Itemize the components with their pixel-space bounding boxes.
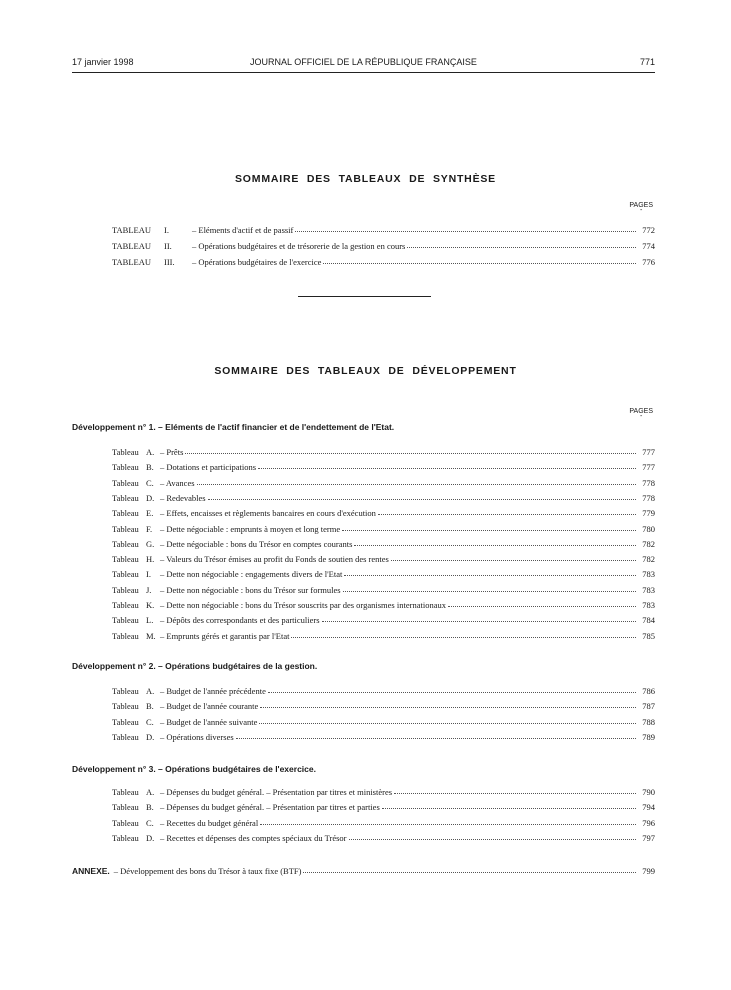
toc-row — [112, 241, 655, 251]
toc-row — [112, 493, 655, 503]
section-heading-2: Développement n° 2. – Opérations budgétaires de la gestion. — [72, 661, 318, 671]
toc-text: – Opérations budgétaires de l'exercice — [192, 257, 322, 267]
developpement-pages-label — [629, 408, 653, 419]
leader-dots — [291, 637, 636, 638]
toc-label: Tableau — [112, 492, 139, 503]
toc-row — [112, 600, 655, 610]
toc-letter: A. — [146, 447, 155, 457]
header-rule — [72, 72, 655, 73]
toc-page: 783 — [642, 569, 655, 580]
leader-dots — [259, 723, 636, 724]
toc-row — [112, 447, 655, 457]
toc-letter: II. — [164, 241, 172, 251]
toc-row — [112, 802, 655, 812]
leader-dots — [382, 808, 636, 809]
toc-letter: H. — [146, 554, 155, 565]
toc-label: Tableau — [112, 538, 139, 549]
leader-dots — [268, 692, 636, 693]
toc-page: 777 — [642, 447, 655, 457]
toc-text: – Recettes du budget général — [160, 817, 259, 828]
toc-row — [112, 732, 655, 742]
toc-letter: E. — [146, 508, 154, 519]
pages-label-dash: - — [640, 413, 643, 420]
toc-label: TABLEAU — [112, 257, 151, 267]
toc-label: Tableau — [112, 477, 139, 488]
toc-page: 782 — [642, 538, 655, 549]
toc-text: – Budget de l'année précédente — [160, 686, 266, 696]
leader-dots — [343, 591, 636, 592]
toc-label: Tableau — [112, 615, 139, 626]
toc-page: 778 — [642, 477, 655, 488]
leader-dots — [391, 560, 636, 561]
toc-page: 785 — [642, 630, 655, 641]
leader-dots — [407, 247, 636, 248]
toc-letter: I. — [146, 569, 151, 580]
toc-page: 784 — [642, 615, 655, 626]
leader-dots — [448, 606, 636, 607]
toc-page: 782 — [642, 554, 655, 565]
toc-letter: A. — [146, 686, 155, 696]
toc-label: Tableau — [112, 569, 139, 580]
toc-text: – Dépôts des correspondants et des particuliers — [160, 615, 320, 626]
toc-text: – Budget de l'année suivante — [160, 716, 258, 727]
toc-text: – Dette non négociable : bons du Trésor souscrits par des organismes internationaux — [160, 600, 446, 610]
toc-text: – Opérations budgétaires et de trésorerie de la gestion en cours — [192, 241, 406, 251]
pages-label-text: PAGES — [629, 202, 653, 209]
toc-row — [112, 524, 655, 534]
toc-letter: I. — [164, 225, 169, 235]
annexe-page: 799 — [642, 866, 655, 876]
toc-page: 787 — [642, 701, 655, 712]
toc-label: Tableau — [112, 447, 139, 457]
toc-letter: K. — [146, 600, 155, 610]
toc-page: 780 — [642, 523, 655, 534]
toc-row — [112, 631, 655, 641]
toc-text: – Valeurs du Trésor émises au profit du Fonds de soutien des rentes — [160, 554, 389, 565]
toc-row — [112, 818, 655, 828]
annexe-row — [72, 866, 655, 876]
toc-letter: C. — [146, 817, 154, 828]
toc-page: 797 — [642, 832, 655, 843]
toc-letter: C. — [146, 477, 154, 488]
toc-page: 772 — [642, 225, 655, 235]
toc-label: Tableau — [112, 817, 139, 828]
leader-dots — [258, 468, 636, 469]
toc-text: – Dette non négociable : engagements divers de l'Etat — [160, 569, 343, 580]
leader-dots — [354, 545, 636, 546]
leader-dots — [208, 499, 636, 500]
header-page-number: 771 — [639, 57, 655, 67]
pages-label-text: PAGES — [629, 408, 653, 415]
toc-text: – Opérations diverses — [160, 731, 234, 742]
toc-text: – Redevables — [160, 492, 206, 503]
toc-page: 783 — [642, 600, 655, 610]
toc-letter: D. — [146, 731, 155, 742]
section-heading-3: Développement n° 3. – Opérations budgétaires de l'exercice. — [72, 764, 316, 774]
toc-row — [112, 257, 655, 267]
toc-text: – Dotations et participations — [160, 462, 257, 473]
toc-text: – Avances — [160, 477, 195, 488]
toc-letter: A. — [146, 787, 155, 797]
toc-page: 796 — [642, 817, 655, 828]
toc-page: 794 — [642, 802, 655, 813]
annexe-label: ANNEXE. — [72, 866, 110, 876]
toc-text: – Budget de l'année courante — [160, 701, 259, 712]
toc-text: – Dette négociable : bons du Trésor en comptes courants — [160, 538, 353, 549]
toc-label: Tableau — [112, 701, 139, 712]
toc-label: Tableau — [112, 686, 139, 696]
leader-dots — [185, 453, 636, 454]
header-journal-title: JOURNAL OFFICIEL DE LA RÉPUBLIQUE FRANÇAISE — [250, 57, 477, 67]
leader-dots — [236, 738, 636, 739]
toc-page: 779 — [642, 508, 655, 519]
toc-label: Tableau — [112, 508, 139, 519]
toc-row — [112, 225, 655, 235]
toc-row — [112, 539, 655, 549]
toc-letter: F. — [146, 523, 153, 534]
toc-text: – Eléments d'actif et de passif — [192, 225, 294, 235]
leader-dots — [303, 872, 636, 873]
leader-dots — [322, 621, 636, 622]
toc-label: Tableau — [112, 630, 139, 641]
toc-row — [112, 701, 655, 711]
leader-dots — [394, 793, 636, 794]
toc-row — [112, 717, 655, 727]
toc-row — [112, 569, 655, 579]
toc-text: – Recettes et dépenses des comptes spéciaux du Trésor — [160, 832, 347, 843]
toc-page: 783 — [642, 584, 655, 595]
toc-letter: G. — [146, 538, 155, 549]
toc-row — [112, 787, 655, 797]
section-heading-1: Développement n° 1. – Eléments de l'actif financier et de l'endettement de l'Etat. — [72, 422, 395, 432]
toc-label: Tableau — [112, 716, 139, 727]
toc-letter: B. — [146, 802, 154, 813]
toc-page: 778 — [642, 492, 655, 503]
toc-letter: M. — [146, 630, 156, 641]
toc-label: TABLEAU — [112, 225, 151, 235]
toc-label: Tableau — [112, 584, 139, 595]
toc-row — [112, 478, 655, 488]
toc-letter: III. — [164, 257, 175, 267]
toc-label: Tableau — [112, 802, 139, 813]
toc-text: – Dette non négociable : bons du Trésor sur formules — [160, 584, 341, 595]
toc-page: 788 — [642, 716, 655, 727]
page-header — [72, 57, 655, 71]
leader-dots — [260, 824, 636, 825]
toc-row — [112, 833, 655, 843]
toc-text: – Prêts — [160, 447, 184, 457]
toc-label: Tableau — [112, 600, 139, 610]
toc-row — [112, 585, 655, 595]
toc-label: Tableau — [112, 523, 139, 534]
leader-dots — [323, 263, 636, 264]
toc-page: 777 — [642, 462, 655, 473]
leader-dots — [295, 231, 636, 232]
toc-page: 786 — [642, 686, 655, 696]
leader-dots — [197, 484, 636, 485]
annexe-text: – Développement des bons du Trésor à taux fixe (BTF) — [113, 866, 302, 876]
toc-page: 789 — [642, 731, 655, 742]
toc-letter: D. — [146, 492, 155, 503]
toc-page: 774 — [642, 241, 655, 251]
synthese-title: SOMMAIRE DES TABLEAUX DE SYNTHÈSE — [235, 173, 496, 185]
header-date: 17 janvier 1998 — [72, 57, 134, 67]
leader-dots — [349, 839, 637, 840]
toc-row — [112, 615, 655, 625]
toc-row — [112, 686, 655, 696]
toc-label: Tableau — [112, 731, 139, 742]
toc-page: 776 — [642, 257, 655, 267]
leader-dots — [342, 530, 636, 531]
developpement-title: SOMMAIRE DES TABLEAUX DE DÉVELOPPEMENT — [214, 365, 517, 377]
toc-text: – Emprunts gérés et garantis par l'Etat — [160, 630, 290, 641]
toc-letter: B. — [146, 462, 154, 473]
toc-label: Tableau — [112, 832, 139, 843]
toc-label: Tableau — [112, 554, 139, 565]
toc-text: – Dette négociable : emprunts à moyen et long terme — [160, 523, 341, 534]
leader-dots — [260, 707, 636, 708]
leader-dots — [378, 514, 636, 515]
toc-row — [112, 508, 655, 518]
toc-label: Tableau — [112, 787, 139, 797]
toc-row — [112, 462, 655, 472]
toc-label: TABLEAU — [112, 241, 151, 251]
toc-page: 790 — [642, 787, 655, 797]
toc-text: – Dépenses du budget général. – Présentation par titres et parties — [160, 802, 380, 813]
toc-label: Tableau — [112, 462, 139, 473]
leader-dots — [344, 575, 636, 576]
toc-letter: L. — [146, 615, 154, 626]
toc-letter: D. — [146, 832, 155, 843]
synthese-pages-label — [629, 202, 653, 213]
toc-text: – Dépenses du budget général. – Présentation par titres et ministères — [160, 787, 393, 797]
section-divider — [298, 296, 431, 297]
toc-row — [112, 554, 655, 564]
toc-letter: J. — [146, 584, 152, 595]
toc-text: – Effets, encaisses et règlements bancaires en cours d'exécution — [160, 508, 376, 519]
pages-label-dash: - — [640, 207, 643, 214]
toc-letter: C. — [146, 716, 154, 727]
toc-letter: B. — [146, 701, 154, 712]
